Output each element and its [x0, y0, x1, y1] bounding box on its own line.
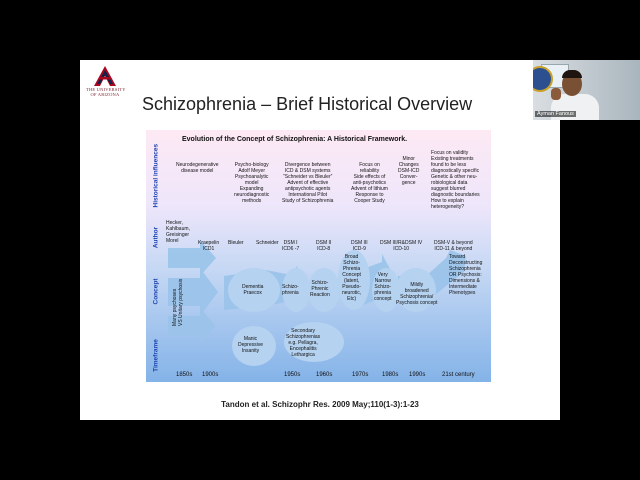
- timeframe-item: 1900s: [202, 372, 219, 378]
- timeframe-item: 1970s: [352, 372, 369, 378]
- webcam-tile[interactable]: [533, 60, 640, 120]
- historical-item: Psycho-biology Adolf Meyer Psychoanalytic model Expanding neurodiagnostic methods: [234, 162, 270, 204]
- author-item: DSM-V & beyond ICD-11 & beyond: [434, 240, 473, 252]
- author-item: Schneider: [256, 240, 279, 246]
- author-item: DSM III ICD-9: [351, 240, 368, 252]
- historical-item: Divergence between ICD & DSM systems “Schneider vs Bleuler” Advent of effective antipsychotic agents International Pilot Study of Schizophrenia: [282, 162, 334, 204]
- presentation-slide: [80, 60, 560, 420]
- timeframe-item: 1980s: [382, 372, 399, 378]
- row-label-timeframe: Timeframe: [152, 339, 160, 372]
- concept-item: Schizo- phrenia: [282, 284, 299, 296]
- concept-item: Manic Depressive Insanity: [238, 336, 264, 354]
- concept-item: Broad Schizo- Phrenia Concept (latent, Pseudo- neurotic, Etc): [342, 254, 362, 302]
- author-item: DSM II ICD-8: [316, 240, 332, 252]
- timeframe-item: 21st century: [442, 372, 475, 378]
- speaker-hand: [551, 88, 561, 100]
- figure-title: Evolution of the Concept of Schizophrenia: A Historical Framework.: [182, 136, 408, 143]
- arizona-a-icon: [94, 66, 116, 86]
- participant-name: Ayman Fanous: [537, 111, 574, 117]
- row-label-author: Author: [152, 226, 160, 249]
- historical-item: Focus on validity Existing treatments found to be less diagnostically specific Genetic & other neu- robiological data suggest blurred diagnostic boundaries How to explain heterogeneity?: [431, 150, 480, 210]
- author-item: Bleuler: [228, 240, 244, 246]
- row-label-historical: Historical influences: [152, 143, 160, 208]
- concept-item: Many psychoses VS Unitary psychosis: [172, 278, 184, 326]
- historical-item: Minor Changes DSM-ICD Conver- gence: [398, 156, 420, 186]
- concept-item: Schizo- Phrenic Reaction: [310, 280, 330, 298]
- timeframe-item: 1850s: [176, 372, 193, 378]
- concept-item: Toward Deconstructing Schizophrenia OR Psychosis: Dimensions & Intermediate Phenotypes: [449, 254, 483, 296]
- author-item: Hecker, Kahlbaum, Greisinger Morel: [166, 220, 190, 244]
- row-label-concept: Concept: [152, 278, 160, 305]
- concept-item: Dementia Praecox: [242, 284, 264, 296]
- concept-item: Mildly broadened Schizophrenia/ Psychosis concept: [396, 282, 438, 306]
- historical-item: Neurodegenerative disease model: [176, 162, 219, 174]
- author-item: Kraepelin ICD1: [198, 240, 220, 252]
- concept-item: Very Narrow Schizo- phrenia concept: [374, 272, 392, 302]
- timeframe-item: 1990s: [409, 372, 426, 378]
- citation: Tandon et al. Schizophr Res. 2009 May;110(1-3):1-23: [221, 400, 419, 409]
- timeframe-item: 1950s: [284, 372, 301, 378]
- university-logo: [86, 66, 124, 97]
- slide-title: Schizophrenia – Brief Historical Overview: [142, 94, 473, 114]
- historical-framework-figure: [146, 130, 491, 382]
- speaker-hair: [562, 70, 582, 78]
- concept-item: Secondary Schizophrenias e.g. Pellagra, Encephalitis Lethargica: [286, 328, 321, 358]
- logo-text: THE UNIVERSITY OF ARIZONA: [86, 87, 126, 97]
- author-item: DSM I ICD6 -7: [282, 240, 300, 252]
- timeframe-item: 1960s: [316, 372, 333, 378]
- historical-item: Focus on reliability Side effects of anti-psychotics Advent of lithium Response to Cooper Study: [351, 162, 388, 204]
- author-item: DSM III/R&DSM IV ICD-10: [380, 240, 423, 252]
